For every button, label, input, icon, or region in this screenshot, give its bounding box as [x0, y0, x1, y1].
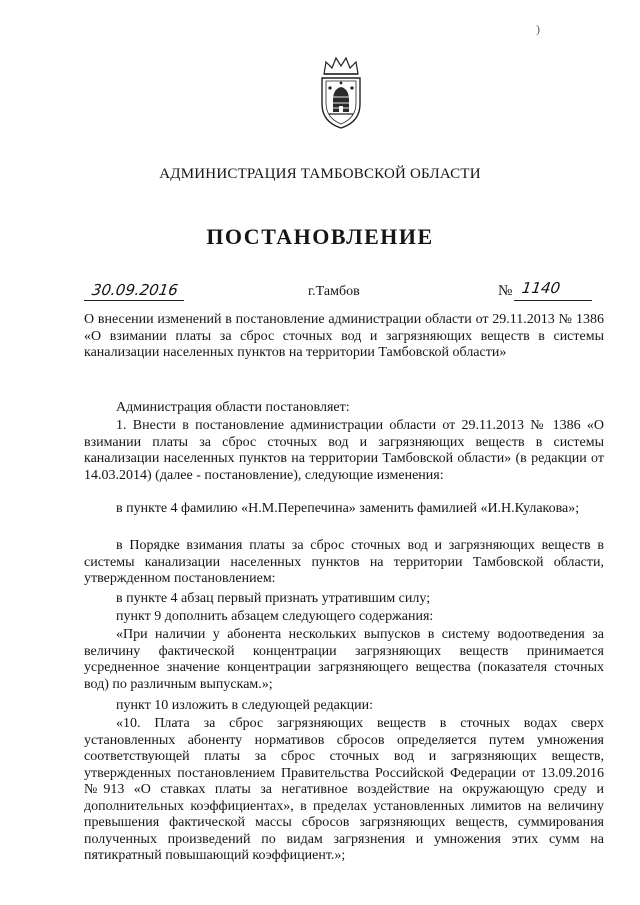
amendment-item-paragraph: пункт 10 изложить в следующей редакции: — [116, 698, 373, 713]
clause-1-paragraph: 1. Внести в постановление администрации области от 29.11.2013 № 1386 «О взимании платы за сброс сточных вод и загрязняющих веществ в системы канализации населенных пунктов на территории Тамбовской области» (в редакции от 14.03.2014) (далее - постановление), следующие изменения: — [84, 418, 604, 483]
document-type-title: ПОСТАНОВЛЕНИЕ — [206, 224, 434, 249]
corner-mark: ) — [536, 22, 540, 36]
number-label: № — [498, 283, 513, 299]
tambov-region-coat-of-arms-icon — [314, 56, 368, 132]
amendment-item-paragraph: в пункте 4 фамилию «Н.М.Перепечина» заменить фамилией «И.Н.Кулакова»; — [116, 501, 580, 516]
number-underline — [514, 300, 592, 301]
amendment-item-paragraph: в пункте 4 абзац первый признать утратившим силу; — [116, 591, 431, 606]
document-city: г.Тамбов — [308, 284, 360, 299]
amendment-item-paragraph: пункт 9 дополнить абзацем следующего содержания: — [116, 609, 434, 624]
agency-name: АДМИНИСТРАЦИЯ ТАМБОВСКОЙ ОБЛАСТИ — [159, 166, 481, 182]
document-subject: О внесении изменений в постановление администрации области от 29.11.2013 № 1386 «О взимании платы за сброс сточных вод и загрязняющих веществ в системы канализации населенных пунктов на территории Тамбовской области» — [84, 312, 604, 360]
quoted-paragraph: «10. Плата за сброс загрязняющих веществ в сточных водах сверх установленных абоненту нормативов сбросов определяется путем умножения соответствующей платы за сброс сточных вод и загрязняющих веществ, утвержденных постановлением Правительства Российской Федерации от 13.09.2016 №913 «О ставках платы за негативное воздействие на окружающую среду и дополнительных коэффициентах», в пределах установленных лимитов на величину превышения фактической массы сбросов загрязняющих веществ, суммирования полученных произведений по видам загрязнения и умножения этих сумм на пятикратный повышающий коэффициент.»; — [84, 716, 604, 863]
amendment-item-paragraph: в Порядке взимания платы за сброс сточных вод и загрязняющих веществ в системы канализации населенных пунктов на территории Тамбовской области, утвержденном постановлением: — [84, 538, 604, 586]
document-date: 30.09.2016 — [90, 281, 180, 299]
document-number: 1140 — [520, 279, 562, 297]
quoted-paragraph: «При наличии у абонента нескольких выпусков в систему водоотведения за величину фактической концентрации загрязняющих веществ принимается усредненное значение концентрации загрязняющего вещества (показателя сточных вод) по различным выпускам.»; — [84, 627, 604, 692]
date-underline — [84, 300, 184, 301]
preamble-paragraph: Администрация области постановляет: — [116, 400, 350, 415]
